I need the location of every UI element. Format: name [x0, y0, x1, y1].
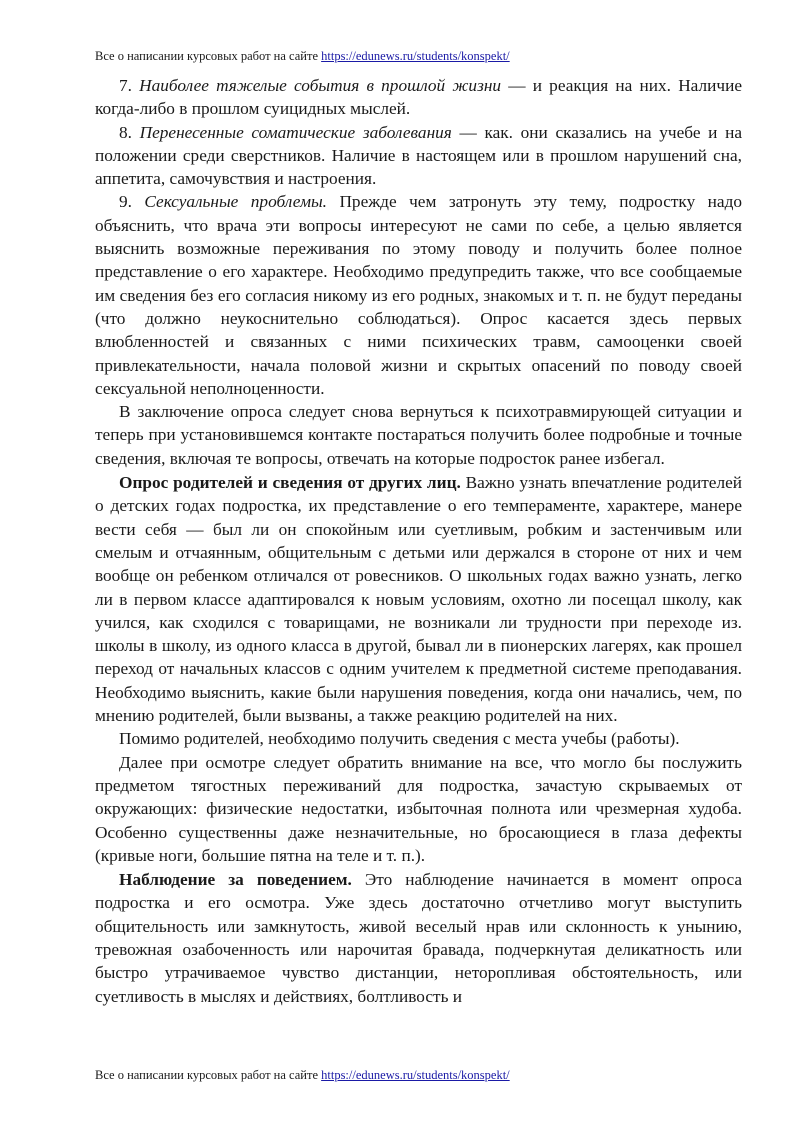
header-text: Все о написании курсовых работ на сайте — [95, 49, 322, 63]
section-heading: Наблюдение за поведением. — [119, 870, 352, 890]
paragraph-text: — и реакция на них. Наличие когда-либо в прошлом суицидных мыслей. — [95, 76, 742, 119]
paragraph-text: Важно узнать впечатление родителей о детских годах подростка, их представление о его темпераменте, характере, манере вести себя — был ли он спокойным или суетливым, робким и застенчивым или смелым и отчаянным, общительным с детьми или держался в стороне от них и чем вообще он ребенком отличался от ровесников. О школьных годах важно узнать, легко ли в первом классе адаптировался к новым условиям, охотно ли посещал школу, как учился, как сходился с товарищами, не возникали ли трудности при переходе из. школы в школу, из одного класса в другой, бывал ли в пионерских лагерях, как прошел переход от начальных классов с одним учителем к предметной системе преподавания. Необходимо выяснить, какие были нарушения поведения, когда они начались, чем, по мнению родителей, были вызваны, а также реакцию родителей на них. — [95, 473, 742, 726]
paragraph-8 — [95, 121, 742, 191]
item-heading: Сексуальные проблемы. — [144, 192, 328, 212]
footer-link[interactable]: https://edunews.ru/students/konspekt/ — [321, 1068, 510, 1082]
footer-text: Все о написании курсовых работ на сайте — [95, 1068, 322, 1082]
paragraph-examination — [95, 751, 742, 867]
paragraph-parents-survey — [95, 471, 742, 727]
paragraph-text: Помимо родителей, необходимо получить сведения с места учебы (работы). — [119, 729, 680, 749]
paragraph-behavior-observation — [95, 868, 742, 1008]
list-number: 7. — [119, 76, 140, 95]
document-body — [95, 74, 742, 1008]
header-link[interactable]: https://edunews.ru/students/konspekt/ — [321, 49, 510, 63]
paragraph-text: Прежде чем затронуть эту тему, подростку надо объяснить, что врача эти вопросы интересуют не сами по себе, а целью является выяснить возможные переживания по этому поводу и получить более полное представление о его характере. Необходимо предупредить также, что все сообщаемые им сведения без его согласия никому из его родных, знакомых и т. п. не будут переданы (что должно неукоснительно соблюдаться). Опрос касается здесь первых влюбленностей и связанных с ними психических травм, самооценки своей привлекательности, начала половой жизни и скрытых опасений по поводу своей сексуальной неполноценности. — [95, 192, 743, 398]
paragraph-text: Далее при осмотре следует обратить внимание на все, что могло бы послужить предметом тягостных переживаний для подростка, зачастую скрываемых от окружающих: физические недостатки, избыточная полнота или чрезмерная худоба. Особенно существенны даже незначительные, но бросающиеся в глаза дефекты (кривые ноги, большие пятна на теле и т. п.). — [95, 752, 742, 865]
paragraph-9 — [95, 190, 742, 400]
paragraph-text: В заключение опроса следует снова вернуться к психотравмирующей ситуации и теперь при установившемся контакте постараться получить более подробные и точные сведения, включая те вопросы, отвечать на которые подросток ранее избегал. — [95, 402, 742, 468]
paragraph-text: — как. они сказались на учебе и на положении среди сверстников. Наличие в настоящем или в прошлом нарушений сна, аппетита, самочувствия и настроения. — [95, 122, 743, 189]
paragraph-school-info — [95, 727, 742, 750]
page-footer — [95, 1067, 510, 1083]
paragraph-text: Это наблюдение начинается в момент опроса подростка и его осмотра. Уже здесь достаточно отчетливо могут выступить общительность или замкнутость, живой веселый нрав или склонность к унынию, тревожная озабоченность или нарочитая бравада, подчеркнутая деликатность или быстро утрачиваемое чувство дистанции, неторопливая обстоятельность, или суетливость в мыслях и действиях, болтливость и — [95, 870, 742, 1006]
section-heading: Опрос родителей и сведения от других лиц. — [119, 473, 461, 493]
list-number: 9. — [119, 192, 145, 212]
list-number: 8. — [119, 122, 140, 142]
paragraph-7 — [95, 74, 742, 121]
paragraph-conclusion — [95, 400, 742, 470]
item-heading: Наиболее тяжелые события в прошлой жизни — [139, 76, 502, 95]
item-heading: Перенесенные соматические заболевания — [139, 122, 452, 142]
page-header — [95, 48, 510, 64]
